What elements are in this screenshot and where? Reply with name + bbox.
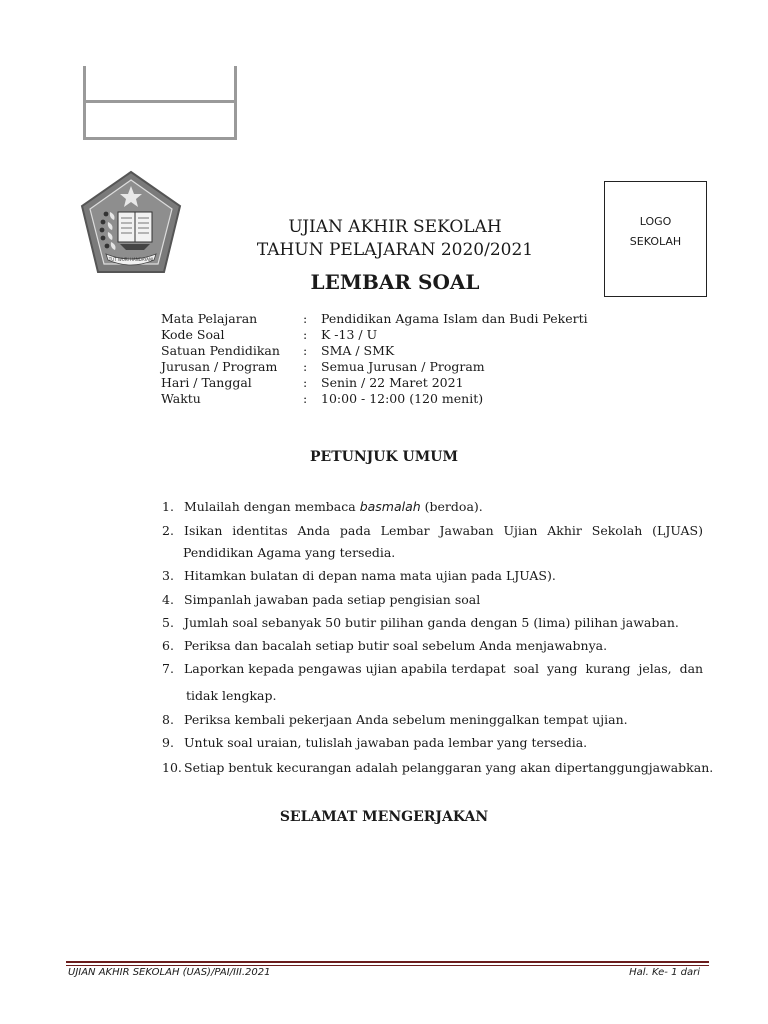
info-row-date [161,375,588,391]
item-text: Laporkan kepada pengawas ujian apabila terdapat soal yang kurang jelas, dan [184,661,704,676]
info-sep: : [303,359,308,374]
info-value: Senin / 22 Maret 2021 [321,375,464,390]
info-sep: : [303,391,308,406]
school-logo-placeholder [604,181,707,297]
info-label: Mata Pelajaran [161,311,258,326]
info-label: Kode Soal [161,327,225,342]
exam-info-table [161,311,588,407]
instruction-item [162,760,713,775]
item-text: Periksa kembali pekerjaan Anda sebelum meninggalkan tempat ujian. [184,712,628,727]
item-number: 9. [162,735,174,750]
emblem-banner-text: TUT WURI HANDAYANI [108,257,154,262]
info-label: Satuan Pendidikan [161,343,280,358]
info-value: Semua Jurusan / Program [321,359,485,374]
info-value: Pendidikan Agama Islam dan Budi Pekerti [321,311,588,326]
item-number: 5. [162,615,174,630]
info-label: Hari / Tanggal [161,375,252,390]
item-number: 6. [162,638,174,653]
instruction-item [162,523,703,538]
info-row-code [161,327,588,343]
item-number: 3. [162,568,174,583]
tut-wuri-handayani-emblem [76,168,186,278]
logo-label-line2: SEKOLAH [629,235,682,248]
item-number: 8. [162,712,174,727]
item-text: Isikan identitas Anda pada Lembar Jawaban Ujian Akhir Sekolah (LJUAS) [184,523,703,538]
sheet-title: LEMBAR SOAL [310,270,480,294]
info-label: Jurusan / Program [161,359,278,374]
item-text: Simpanlah jawaban pada setiap pengisian soal [184,592,481,607]
footer-divider [66,961,709,963]
instruction-item [162,735,587,750]
info-row-time [161,391,588,407]
item-number: 10. [162,760,182,775]
item-number: 7. [162,661,174,676]
item-text: Hitamkan bulatan di depan nama mata ujian pada LJUAS). [184,568,556,583]
item-text-start: Mulailah dengan membaca [184,499,360,514]
info-sep: : [303,311,308,326]
instruction-item [162,661,703,676]
instruction-item [162,568,556,583]
exam-title: UJIAN AKHIR SEKOLAH [288,217,502,237]
footer-page-number: Hal. Ke- 1 dari [629,967,700,978]
info-value: 10:00 - 12:00 (120 menit) [321,391,484,406]
item-number: 4. [162,592,174,607]
info-row-program [161,359,588,375]
instruction-item [162,638,607,653]
closing-message: SELAMAT MENGERJAKAN [279,809,489,825]
item-number: 1. [162,499,174,514]
item-text-emphasis: basmalah [359,499,421,514]
info-sep: : [303,375,308,390]
academic-year: TAHUN PELAJARAN 2020/2021 [256,240,534,260]
info-sep: : [303,327,308,342]
item-text: Setiap bentuk kecurangan adalah pelanggaran yang akan dipertanggungjawabkan. [184,760,714,775]
header-table-box [83,66,237,140]
info-label: Waktu [161,391,201,406]
footer-divider-thin [66,965,709,966]
instruction-item [162,712,628,727]
info-value: SMA / SMK [321,343,395,358]
item-text: Untuk soal uraian, tulislah jawaban pada lembar yang tersedia. [184,735,588,750]
instruction-item [162,615,679,630]
item-text-continuation: Pendidikan Agama yang tersedia. [183,545,396,560]
instruction-item [162,592,480,607]
item-text-end: (berdoa). [420,499,483,514]
footer-document-code: UJIAN AKHIR SEKOLAH (UAS)/PAI/III.2021 [68,967,271,978]
item-number: 2. [162,523,174,538]
instructions-heading: PETUNJUK UMUM [310,449,458,465]
info-row-level [161,343,588,359]
item-text-continuation: tidak lengkap. [186,688,277,703]
item-text: Periksa dan bacalah setiap butir soal sebelum Anda menjawabnya. [184,638,608,653]
info-sep: : [303,343,308,358]
instruction-item [162,499,483,514]
info-value: K -13 / U [321,327,378,342]
info-row-subject [161,311,588,327]
logo-label-line1: LOGO [639,215,672,228]
item-text: Jumlah soal sebanyak 50 butir pilihan ganda dengan 5 (lima) pilihan jawaban. [184,615,679,630]
